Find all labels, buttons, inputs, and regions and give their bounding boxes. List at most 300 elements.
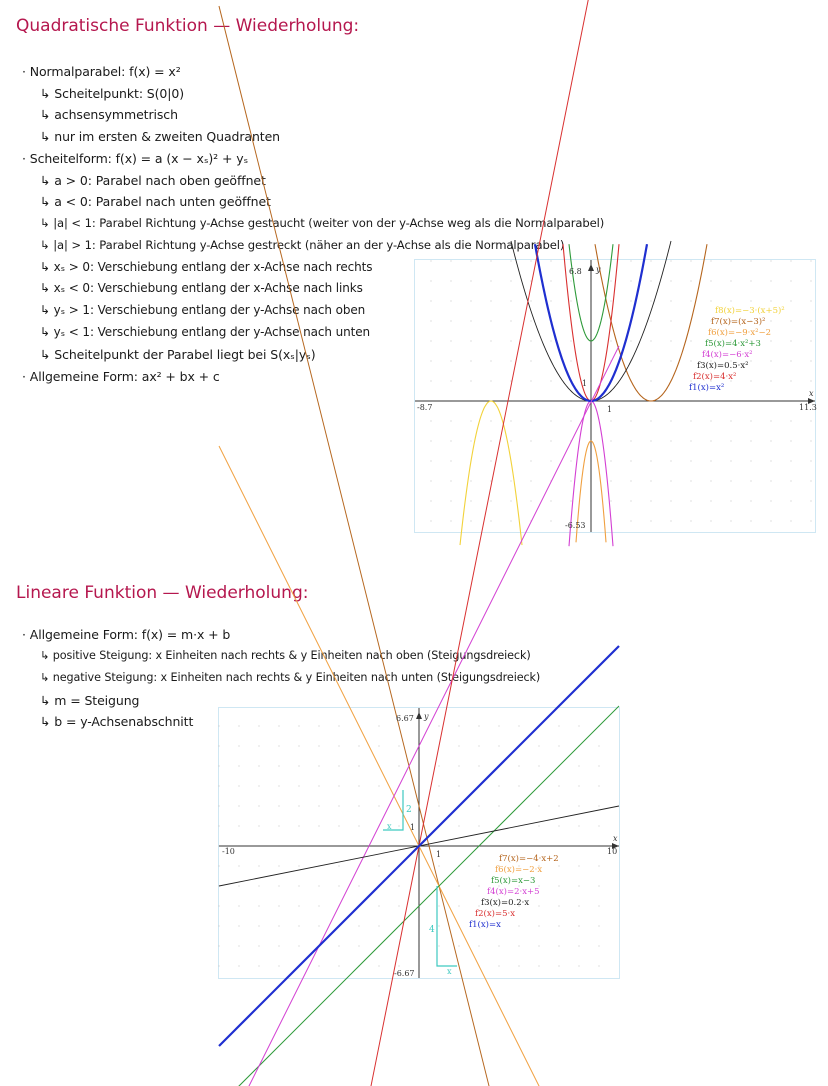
grid-dot [558,745,559,746]
grid-dot [358,745,359,746]
grid-dot [470,260,471,261]
grid-dot [810,380,811,381]
grid-dot [470,480,471,481]
slope-triangle-2 [429,886,457,976]
grid-dot [510,320,511,321]
grid-dot [710,420,711,421]
grid-dot [278,825,279,826]
grid-dot [218,905,219,906]
grid-dot [490,320,491,321]
grid-dot [750,480,751,481]
grid-dot [790,300,791,301]
grid-dot [790,480,791,481]
grid-dot [238,725,239,726]
grid-dot [358,825,359,826]
grid-dot [358,925,359,926]
grid-dot [510,480,511,481]
grid-dot [578,725,579,726]
grid-dot [258,745,259,746]
grid-dot [318,965,319,966]
grid-dot [318,825,319,826]
grid-dot [478,745,479,746]
grid-dot [730,260,731,261]
grid-dot [510,520,511,521]
grid-dot [450,500,451,501]
grid-dot [630,420,631,421]
grid-dot [670,520,671,521]
grid-dot [518,725,519,726]
grid-dot [538,825,539,826]
grid-dot [378,805,379,806]
grid-dot [650,320,651,321]
grid-dot [470,280,471,281]
grid-dot [450,460,451,461]
grid-dot [298,905,299,906]
grid-dot [358,785,359,786]
grid-dot [430,260,431,261]
grid-dot [430,420,431,421]
quad-graph [414,259,816,533]
grid-dot [690,480,691,481]
legend-f8: f8(x)=−3·(x+5)² [715,306,785,316]
grid-dot [430,340,431,341]
grid-dot [478,905,479,906]
grid-dot [258,865,259,866]
grid-dot [298,925,299,926]
grid-dot [530,360,531,361]
grid-dot [570,460,571,461]
grid-dot [518,945,519,946]
quad-legend [689,305,785,393]
grid-dot [538,805,539,806]
grid-dot [650,420,651,421]
grid-dot [490,260,491,261]
grid-dot [450,280,451,281]
grid-dot [790,280,791,281]
grid-dot [578,885,579,886]
grid-dot [558,865,559,866]
grid-dot [430,380,431,381]
grid-dot [630,340,631,341]
grid-dot [690,300,691,301]
grid-dot [670,320,671,321]
grid-dot [430,440,431,441]
grid-dot [278,765,279,766]
grid-dot [298,765,299,766]
grid-dot [298,745,299,746]
x-min-label: -8.7 [417,403,433,412]
grid-dot [670,260,671,261]
grid-dot [490,460,491,461]
grid-dot [430,480,431,481]
grid-dot [570,420,571,421]
y-axis-arrow [416,712,422,719]
grid-dot [610,280,611,281]
lin-note-line: · Allgemeine Form: f(x) = m·x + b [22,627,231,642]
grid-dot [558,925,559,926]
grid-dot [598,745,599,746]
grid-dot [318,785,319,786]
grid-dot [478,805,479,806]
grid-dot [670,440,671,441]
grid-dot [238,765,239,766]
grid-dot [450,380,451,381]
y-max-label: 6.8 [569,267,582,276]
x-tick-label: 1 [436,850,442,859]
grid-dot [550,260,551,261]
grid-dot [378,865,379,866]
grid-dot [750,260,751,261]
grid-dot [478,865,479,866]
grid-dot [810,340,811,341]
grid-dot [450,300,451,301]
grid-dot [598,925,599,926]
grid-dot [278,805,279,806]
quad-note-line: · Scheitelform: f(x) = a (x − xₛ)² + yₛ [22,151,249,166]
grid-dot [338,765,339,766]
grid-dot [238,745,239,746]
tri2-dx: x [447,967,452,976]
grid-dot [398,905,399,906]
grid-dot [438,785,439,786]
grid-dot [530,500,531,501]
grid-dot [298,825,299,826]
quad-note-line: ↳ yₛ < 1: Verschiebung entlang der y-Achse nach unten [40,325,371,339]
grid-dot [398,885,399,886]
grid-dot [298,785,299,786]
grid-dot [730,460,731,461]
grid-dot [450,480,451,481]
quad-note-line: ↳ Scheitelpunkt der Parabel liegt bei S(xₛ|yₛ) [40,347,316,362]
grid-dot [690,460,691,461]
grid-dot [578,905,579,906]
legend-f2: f2(x)=4·x² [693,372,737,382]
grid-dot [650,460,651,461]
grid-dot [810,520,811,521]
legend-f4: f4(x)=−6·x² [702,350,753,360]
grid-dot [338,825,339,826]
grid-dot [530,420,531,421]
grid-dot [450,260,451,261]
y-max-label: 6.67 [396,714,414,723]
grid-dot [470,320,471,321]
grid-dot [558,905,559,906]
grid-dot [398,745,399,746]
grid-dot [378,905,379,906]
quad-note-line: ↳ xₛ > 0: Verschiebung entlang der x-Achse nach rechts [40,260,373,274]
grid-dot [650,440,651,441]
grid-dot [598,945,599,946]
grid-dot [670,480,671,481]
grid-dot [530,260,531,261]
grid-dot [570,340,571,341]
grid-dot [770,460,771,461]
grid-dot [538,945,539,946]
grid-dot [378,745,379,746]
grid-dot [810,300,811,301]
grid-dot [578,925,579,926]
quad-note-line: · Allgemeine Form: ax² + bx + c [22,369,220,384]
quad-note-line: ↳ a < 0: Parabel nach unten geöffnet [40,194,271,209]
grid-dot [338,965,339,966]
grid-dot [258,905,259,906]
lin-graph [218,707,620,979]
grid-dot [610,340,611,341]
grid-dot [398,965,399,966]
grid-dot [710,520,711,521]
grid-dot [470,520,471,521]
grid-dot [510,300,511,301]
grid-dot [490,360,491,361]
grid-dot [258,925,259,926]
grid-dot [218,785,219,786]
grid-dot [338,785,339,786]
quad-note-line: · Normalparabel: f(x) = x² [22,64,181,79]
grid-dot [258,805,259,806]
grid-dot [670,280,671,281]
grid-dot [670,460,671,461]
grid-dot [458,765,459,766]
grid-dot [478,725,479,726]
grid-dot [470,380,471,381]
grid-dot [258,825,259,826]
grid-dot [470,500,471,501]
grid-dot [430,300,431,301]
grid-dot [790,380,791,381]
grid-dot [498,725,499,726]
grid-dot [430,360,431,361]
legend-f1: f1(x)=x [469,920,501,930]
grid-dot [790,320,791,321]
grid-dot [598,825,599,826]
grid-dot [578,765,579,766]
grid-dot [690,380,691,381]
grid-dot [650,280,651,281]
grid-dot [550,300,551,301]
grid-dot [630,460,631,461]
grid-dot [570,500,571,501]
grid-dot [278,745,279,746]
grid-dot [218,945,219,946]
legend-f6: f6(x)=−2·x [495,865,543,875]
grid-dot [790,340,791,341]
grid-dot [530,440,531,441]
grid-dot [570,480,571,481]
grid-dot [578,945,579,946]
grid-dot [298,885,299,886]
grid-dot [358,885,359,886]
grid-dot [510,440,511,441]
grid-dot [238,905,239,906]
legend-f1: f1(x)=x² [689,383,725,393]
grid-dot [598,965,599,966]
grid-dot [518,965,519,966]
grid-dot [810,500,811,501]
grid-dot [710,280,711,281]
grid-dot [438,865,439,866]
grid-dot [458,885,459,886]
grid-dot [278,965,279,966]
grid-dot [258,965,259,966]
grid-dot [650,300,651,301]
grid-dot [498,805,499,806]
grid-dot [770,480,771,481]
grid-dot [550,500,551,501]
grid-dot [518,925,519,926]
y-tick-label: 1 [410,823,416,832]
quad-note-line: ↳ |a| < 1: Parabel Richtung y-Achse gestaucht (weiter von der y-Achse weg als die Normalparabel) [40,216,605,230]
grid-dot [530,300,531,301]
grid-dot [278,905,279,906]
grid-dot [690,340,691,341]
grid-dot [278,725,279,726]
grid-dot [630,440,631,441]
grid-dot [770,300,771,301]
grid-dot [710,460,711,461]
grid-dot [510,360,511,361]
grid-dot [578,805,579,806]
grid-dot [238,885,239,886]
grid-dot [710,500,711,501]
grid-dot [258,765,259,766]
grid-dot [770,320,771,321]
grid-dot [438,925,439,926]
grid-dot [458,945,459,946]
grid-dot [238,965,239,966]
x-axis-name: x [613,834,618,843]
grid-dot [598,885,599,886]
grid-dot [378,785,379,786]
grid-dot [810,460,811,461]
grid-dot [598,765,599,766]
grid-dot [630,500,631,501]
grid-dot [790,520,791,521]
grid-dot [790,260,791,261]
grid-dot [470,420,471,421]
x-min-label: -10 [222,847,235,856]
legend-f6: f6(x)=−9·x²−2 [708,328,772,338]
grid-dot [478,825,479,826]
quad-note-line: ↳ a > 0: Parabel nach oben geöffnet [40,173,266,188]
legend-f5: f5(x)=x−3 [491,876,536,886]
grid-dot [358,765,359,766]
curve-f8 [460,401,522,545]
grid-dot [510,340,511,341]
legend-f7: f7(x)=(x−3)² [711,317,766,327]
grid-dot [458,825,459,826]
grid-dot [530,320,531,321]
grid-dot [670,420,671,421]
grid-dot [550,460,551,461]
grid-dot [690,520,691,521]
lin-graph-svg [219,708,619,978]
grid-dot [538,905,539,906]
quad-note-line: ↳ achsensymmetrisch [40,107,178,122]
grid-dot [218,805,219,806]
grid-dot [790,420,791,421]
grid-dot [558,885,559,886]
grid-dot [318,905,319,906]
grid-dot [810,280,811,281]
grid-dot [450,440,451,441]
grid-dot [458,905,459,906]
grid-dot [790,500,791,501]
quad-note-line: ↳ Scheitelpunkt: S(0|0) [40,86,185,101]
grid-dot [578,785,579,786]
grid-dot [770,500,771,501]
grid-dot [690,420,691,421]
grid-dot [610,480,611,481]
grid-dot [478,765,479,766]
grid-dot [298,805,299,806]
grid-dot [730,520,731,521]
grid-dot [598,905,599,906]
grid-dot [490,420,491,421]
grid-dot [710,260,711,261]
y-axis-name: y [596,265,601,274]
grid-dot [258,885,259,886]
grid-dot [750,360,751,361]
grid-dot [298,725,299,726]
grid-dot [518,765,519,766]
quad-grid [430,260,811,521]
y-tick-label: 1 [582,379,588,388]
grid-dot [438,805,439,806]
grid-dot [538,925,539,926]
lin-legend [469,853,559,930]
y-min-label: -6.53 [565,521,586,530]
grid-dot [338,805,339,806]
grid-dot [570,280,571,281]
grid-dot [398,765,399,766]
grid-dot [490,380,491,381]
grid-dot [358,945,359,946]
grid-dot [278,785,279,786]
grid-dot [578,965,579,966]
slope-triangle-1 [383,790,412,831]
grid-dot [538,745,539,746]
grid-dot [610,500,611,501]
grid-dot [550,440,551,441]
grid-dot [770,380,771,381]
grid-dot [318,885,319,886]
grid-dot [498,965,499,966]
legend-f7: f7(x)=−4·x+2 [499,854,559,864]
grid-dot [218,725,219,726]
grid-dot [630,520,631,521]
grid-dot [650,340,651,341]
grid-dot [510,420,511,421]
grid-dot [730,280,731,281]
grid-dot [650,360,651,361]
grid-dot [650,520,651,521]
quad-note-line: ↳ xₛ < 0: Verschiebung entlang der x-Achse nach links [40,281,363,295]
lin-note-line: ↳ b = y-Achsenabschnitt [40,714,194,729]
quad-graph-svg [415,260,815,532]
grid-dot [510,500,511,501]
grid-dot [238,945,239,946]
grid-dot [570,360,571,361]
grid-dot [298,865,299,866]
grid-dot [810,420,811,421]
grid-dot [378,925,379,926]
y-axis-arrow [588,264,594,271]
grid-dot [810,440,811,441]
grid-dot [450,360,451,361]
grid-dot [430,460,431,461]
grid-dot [770,420,771,421]
grid-dot [490,340,491,341]
